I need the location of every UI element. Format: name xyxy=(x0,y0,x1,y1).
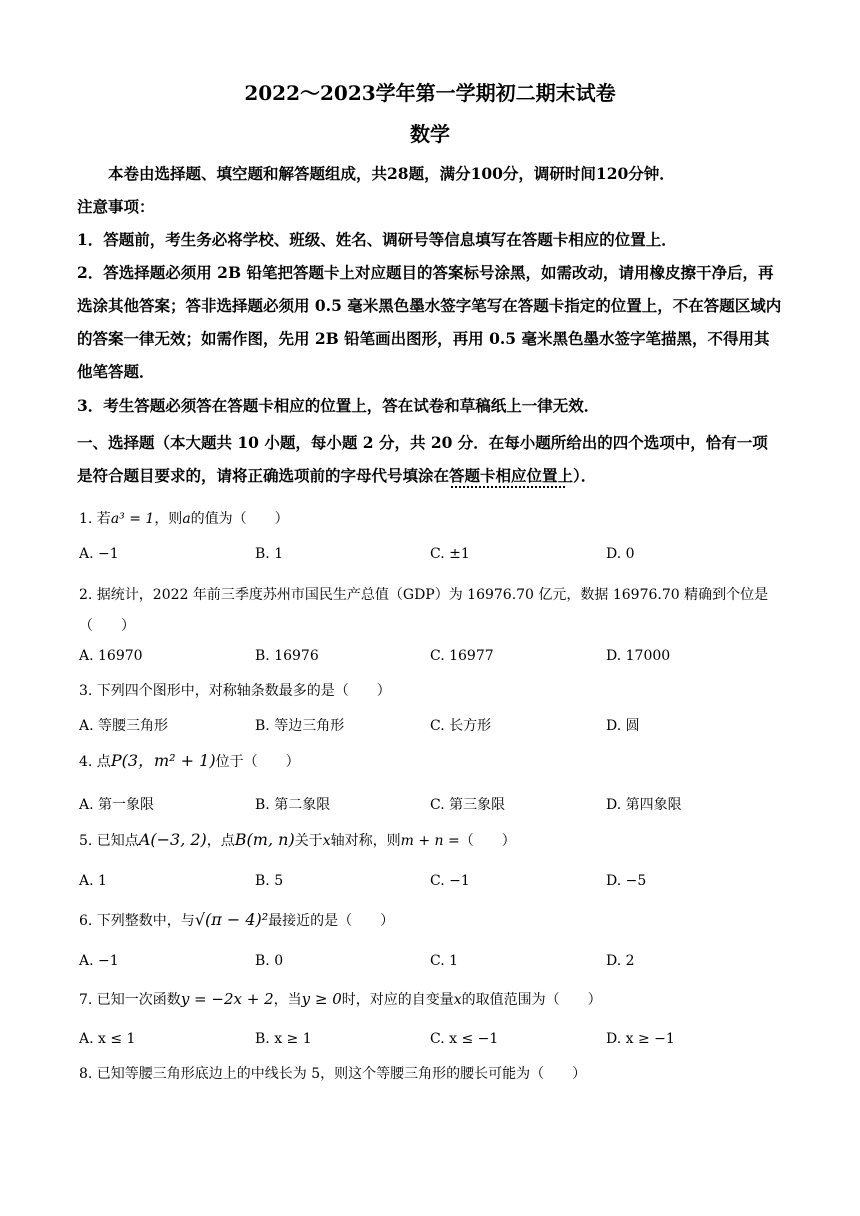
option-b: B. 等边三角形 xyxy=(255,718,345,734)
option-a: A. x ≤ 1 xyxy=(79,1031,136,1047)
math-expression: y ≥ 0 xyxy=(301,990,342,1008)
option-c: C. x ≤ −1 xyxy=(430,1031,499,1047)
option-b: B. 0 xyxy=(255,953,284,969)
question-text: 8. 已知等腰三角形底边上的中线长为 5，则这个等腰三角形的腰长可能为（ ） xyxy=(79,1066,587,1082)
exam-title: 2022～2023学年第一学期初二期末试卷 xyxy=(244,81,616,105)
question-1-options xyxy=(79,546,785,566)
question-6-options xyxy=(79,953,785,973)
question-text: 时，对应的自变量 xyxy=(341,992,454,1008)
question-text: 7. 已知一次函数 xyxy=(79,992,181,1008)
math-expression: a xyxy=(182,511,191,527)
question-text: 4. 点 xyxy=(79,754,111,770)
question-8 xyxy=(79,1064,785,1084)
math-expression: a³ = 1 xyxy=(110,511,155,527)
question-text: ，点 xyxy=(206,833,235,849)
question-text: 位于（ ） xyxy=(215,754,300,770)
notice-rule-2: 2．答选择题必须用 2B 铅笔把答题卡上对应题目的答案标号涂黑，如需改动，请用橡皮擦干净后，再选涂其他答案；答非选择题必须用 0.5 毫米黑色墨水签字笔写在答题卡指定的位置上，不在答题区域内的答案一律无效；如需作图，先用 2B 铅笔画出图形，再用 0.5 毫米黑色墨水签字笔描黑，不得用其他笔答题． xyxy=(77,263,782,381)
math-expression: m + n = xyxy=(400,833,460,849)
section-heading-end: ）． xyxy=(573,466,597,485)
section-heading-main: 一、选择题（本大题共 10 小题，每小题 2 分，共 20 分．在每小题所给出的四个选项中，恰有一项是符合题目要求的，请将正确选项前的字母代号填涂在 xyxy=(77,433,768,485)
option-d: D. 圆 xyxy=(606,718,640,734)
option-c: C. 第三象限 xyxy=(430,797,506,813)
section-heading-emphasis: 答题卡相应位置上 xyxy=(449,466,574,485)
option-a: A. −1 xyxy=(79,546,119,562)
question-text: 的取值范围为（ ） xyxy=(461,992,602,1008)
notice-rule-3: 3．考生答题必须答在答题卡相应的位置上，答在试卷和草稿纸上一律无效． xyxy=(77,396,600,415)
question-text: 关于 xyxy=(294,833,323,849)
question-5 xyxy=(79,830,785,851)
question-7-options xyxy=(79,1031,785,1051)
option-c: C. 16977 xyxy=(430,648,494,664)
notice-rule-1: 1．答题前，考生务必将学校、班级、姓名、调研号等信息填写在答题卡相应的位置上． xyxy=(77,230,677,249)
option-a: A. −1 xyxy=(79,953,119,969)
option-b: B. 5 xyxy=(255,873,284,889)
question-1 xyxy=(79,509,785,529)
question-6 xyxy=(79,910,785,931)
option-b: B. 16976 xyxy=(255,648,319,664)
question-text: 5. 已知点 xyxy=(79,833,139,849)
option-d: D. −5 xyxy=(606,873,647,889)
question-text: ，当 xyxy=(273,992,302,1008)
option-c: C. −1 xyxy=(430,873,470,889)
section-heading xyxy=(77,426,783,492)
math-expression: A(−3, 2) xyxy=(138,830,207,849)
question-text: ，则 xyxy=(154,511,183,527)
option-b: B. 1 xyxy=(255,546,284,562)
option-c: C. 长方形 xyxy=(430,718,492,734)
option-d: D. 第四象限 xyxy=(606,797,682,813)
math-expression: y = −2x + 2 xyxy=(180,990,274,1008)
question-text: 6. 下列整数中，与 xyxy=(79,913,195,929)
question-3-options xyxy=(79,715,785,735)
option-c: C. 1 xyxy=(430,953,459,969)
option-c: C. ±1 xyxy=(430,546,470,562)
option-a: A. 第一象限 xyxy=(79,797,155,813)
option-d: D. 0 xyxy=(606,546,635,562)
question-text: （ ） xyxy=(459,833,516,849)
question-text: （ ） xyxy=(79,618,135,634)
exam-summary: 本卷由选择题、填空题和解答题组成，共28题，满分100分，调研时间120分钟． xyxy=(108,164,675,183)
question-5-options xyxy=(79,873,785,893)
option-d: D. 2 xyxy=(606,953,635,969)
exam-subject: 数学 xyxy=(410,122,450,146)
option-b: B. 第二象限 xyxy=(255,797,331,813)
math-expression: x xyxy=(322,833,331,849)
question-text: 最接近的是（ ） xyxy=(268,913,395,929)
notice-heading: 注意事项： xyxy=(77,197,155,216)
question-4 xyxy=(79,751,785,772)
question-4-options xyxy=(79,794,785,814)
question-text: 3. 下列四个图形中，对称轴条数最多的是（ ） xyxy=(79,683,391,699)
question-2 xyxy=(79,580,785,642)
question-text: 1. 若 xyxy=(79,511,111,527)
option-b: B. x ≥ 1 xyxy=(255,1031,312,1047)
question-7 xyxy=(79,989,785,1010)
option-d: D. x ≥ −1 xyxy=(606,1031,675,1047)
option-a: A. 16970 xyxy=(79,648,143,664)
question-text: 的值为（ ） xyxy=(190,511,289,527)
math-expression: x xyxy=(453,992,462,1008)
math-expression: P(3，m² + 1) xyxy=(110,751,216,770)
math-expression: √(π − 4)² xyxy=(194,910,269,929)
option-a: A. 等腰三角形 xyxy=(79,718,169,734)
question-2-options xyxy=(79,648,785,668)
option-d: D. 17000 xyxy=(606,648,671,664)
math-expression: B(m, n) xyxy=(234,830,295,849)
question-text: 轴对称，则 xyxy=(330,833,401,849)
option-a: A. 1 xyxy=(79,873,107,889)
question-3 xyxy=(79,681,785,701)
question-text: 2. 据统计，2022 年前三季度苏州市国民生产总值（GDP）为 16976.70 亿元，数据 16976.70 精确到个位是 xyxy=(79,587,769,603)
